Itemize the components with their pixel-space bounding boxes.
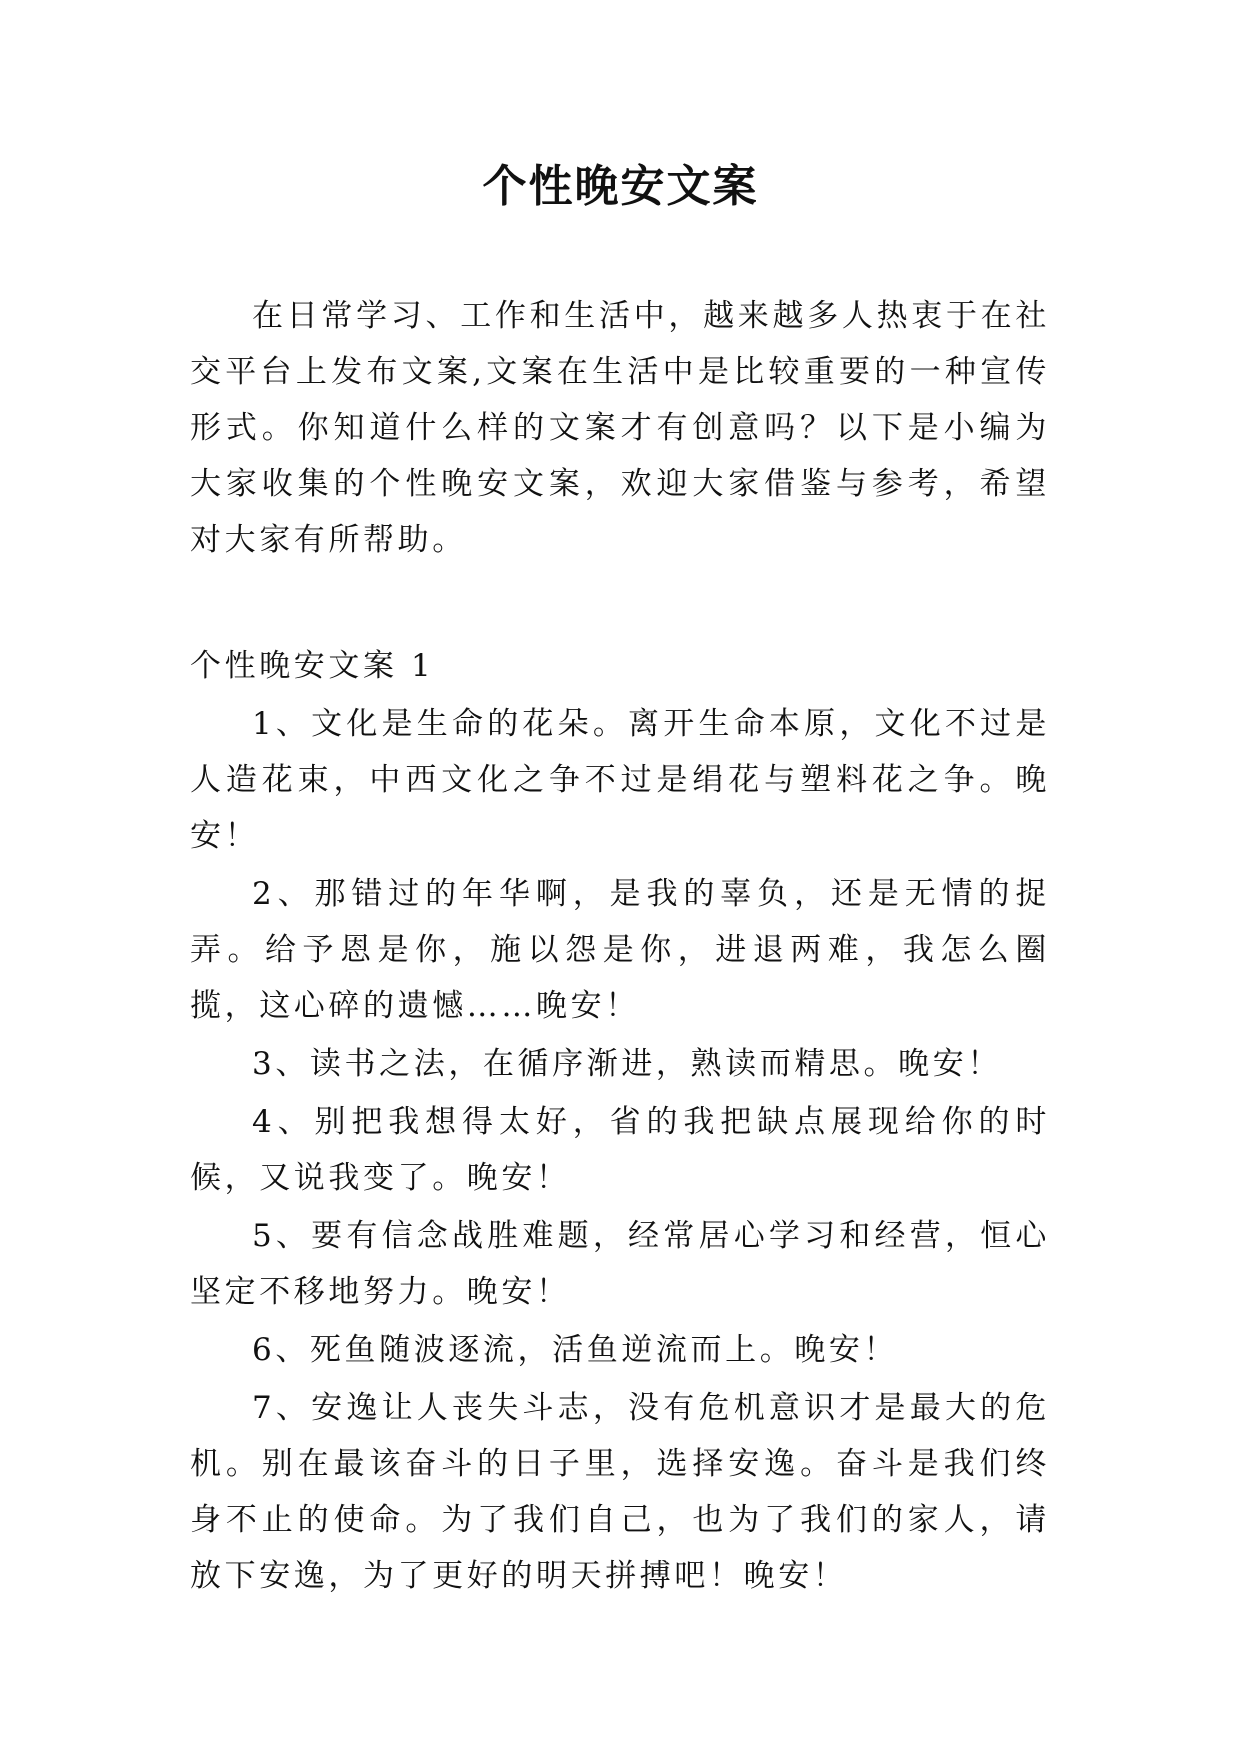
document-title: 个性晚安文案 — [482, 161, 759, 212]
entry-3: 3、读书之法，在循序渐进，熟读而精思。晚安！ — [252, 1046, 1002, 1082]
section-heading: 个性晚安文案 1 — [190, 648, 435, 684]
entry-5: 5、要有信念战胜难题，经常居心学习和经营，恒心坚定不移地努力。晚安！ — [190, 1218, 1050, 1310]
entry-7: 7、安逸让人丧失斗志，没有危机意识才是最大的危机。别在最该奋斗的日子里，选择安逸。奋斗是我们终身不止的使命。为了我们自己，也为了我们的家人，请放下安逸，为了更好的明天拼搏吧！晚安！ — [190, 1390, 1050, 1594]
entry-1: 1、文化是生命的花朵。离开生命本原，文化不过是人造花束，中西文化之争不过是绢花与塑料花之争。晚安！ — [190, 706, 1050, 854]
entry-2: 2、那错过的年华啊，是我的辜负，还是无情的捉弄。给予恩是你，施以怨是你，进退两难，我怎么圈揽，这心碎的遗憾……晚安！ — [190, 876, 1050, 1024]
intro-paragraph: 在日常学习、工作和生活中，越来越多人热衷于在社交平台上发布文案,文案在生活中是比较重要的一种宣传形式。你知道什么样的文案才有创意吗？以下是小编为大家收集的个性晚安文案，欢迎大家借鉴与参考，希望对大家有所帮助。 — [190, 298, 1050, 558]
entry-4: 4、别把我想得太好，省的我把缺点展现给你的时候，又说我变了。晚安！ — [190, 1104, 1050, 1196]
entry-6: 6、死鱼随波逐流，活鱼逆流而上。晚安！ — [252, 1332, 899, 1368]
document-body — [190, 288, 1050, 1606]
